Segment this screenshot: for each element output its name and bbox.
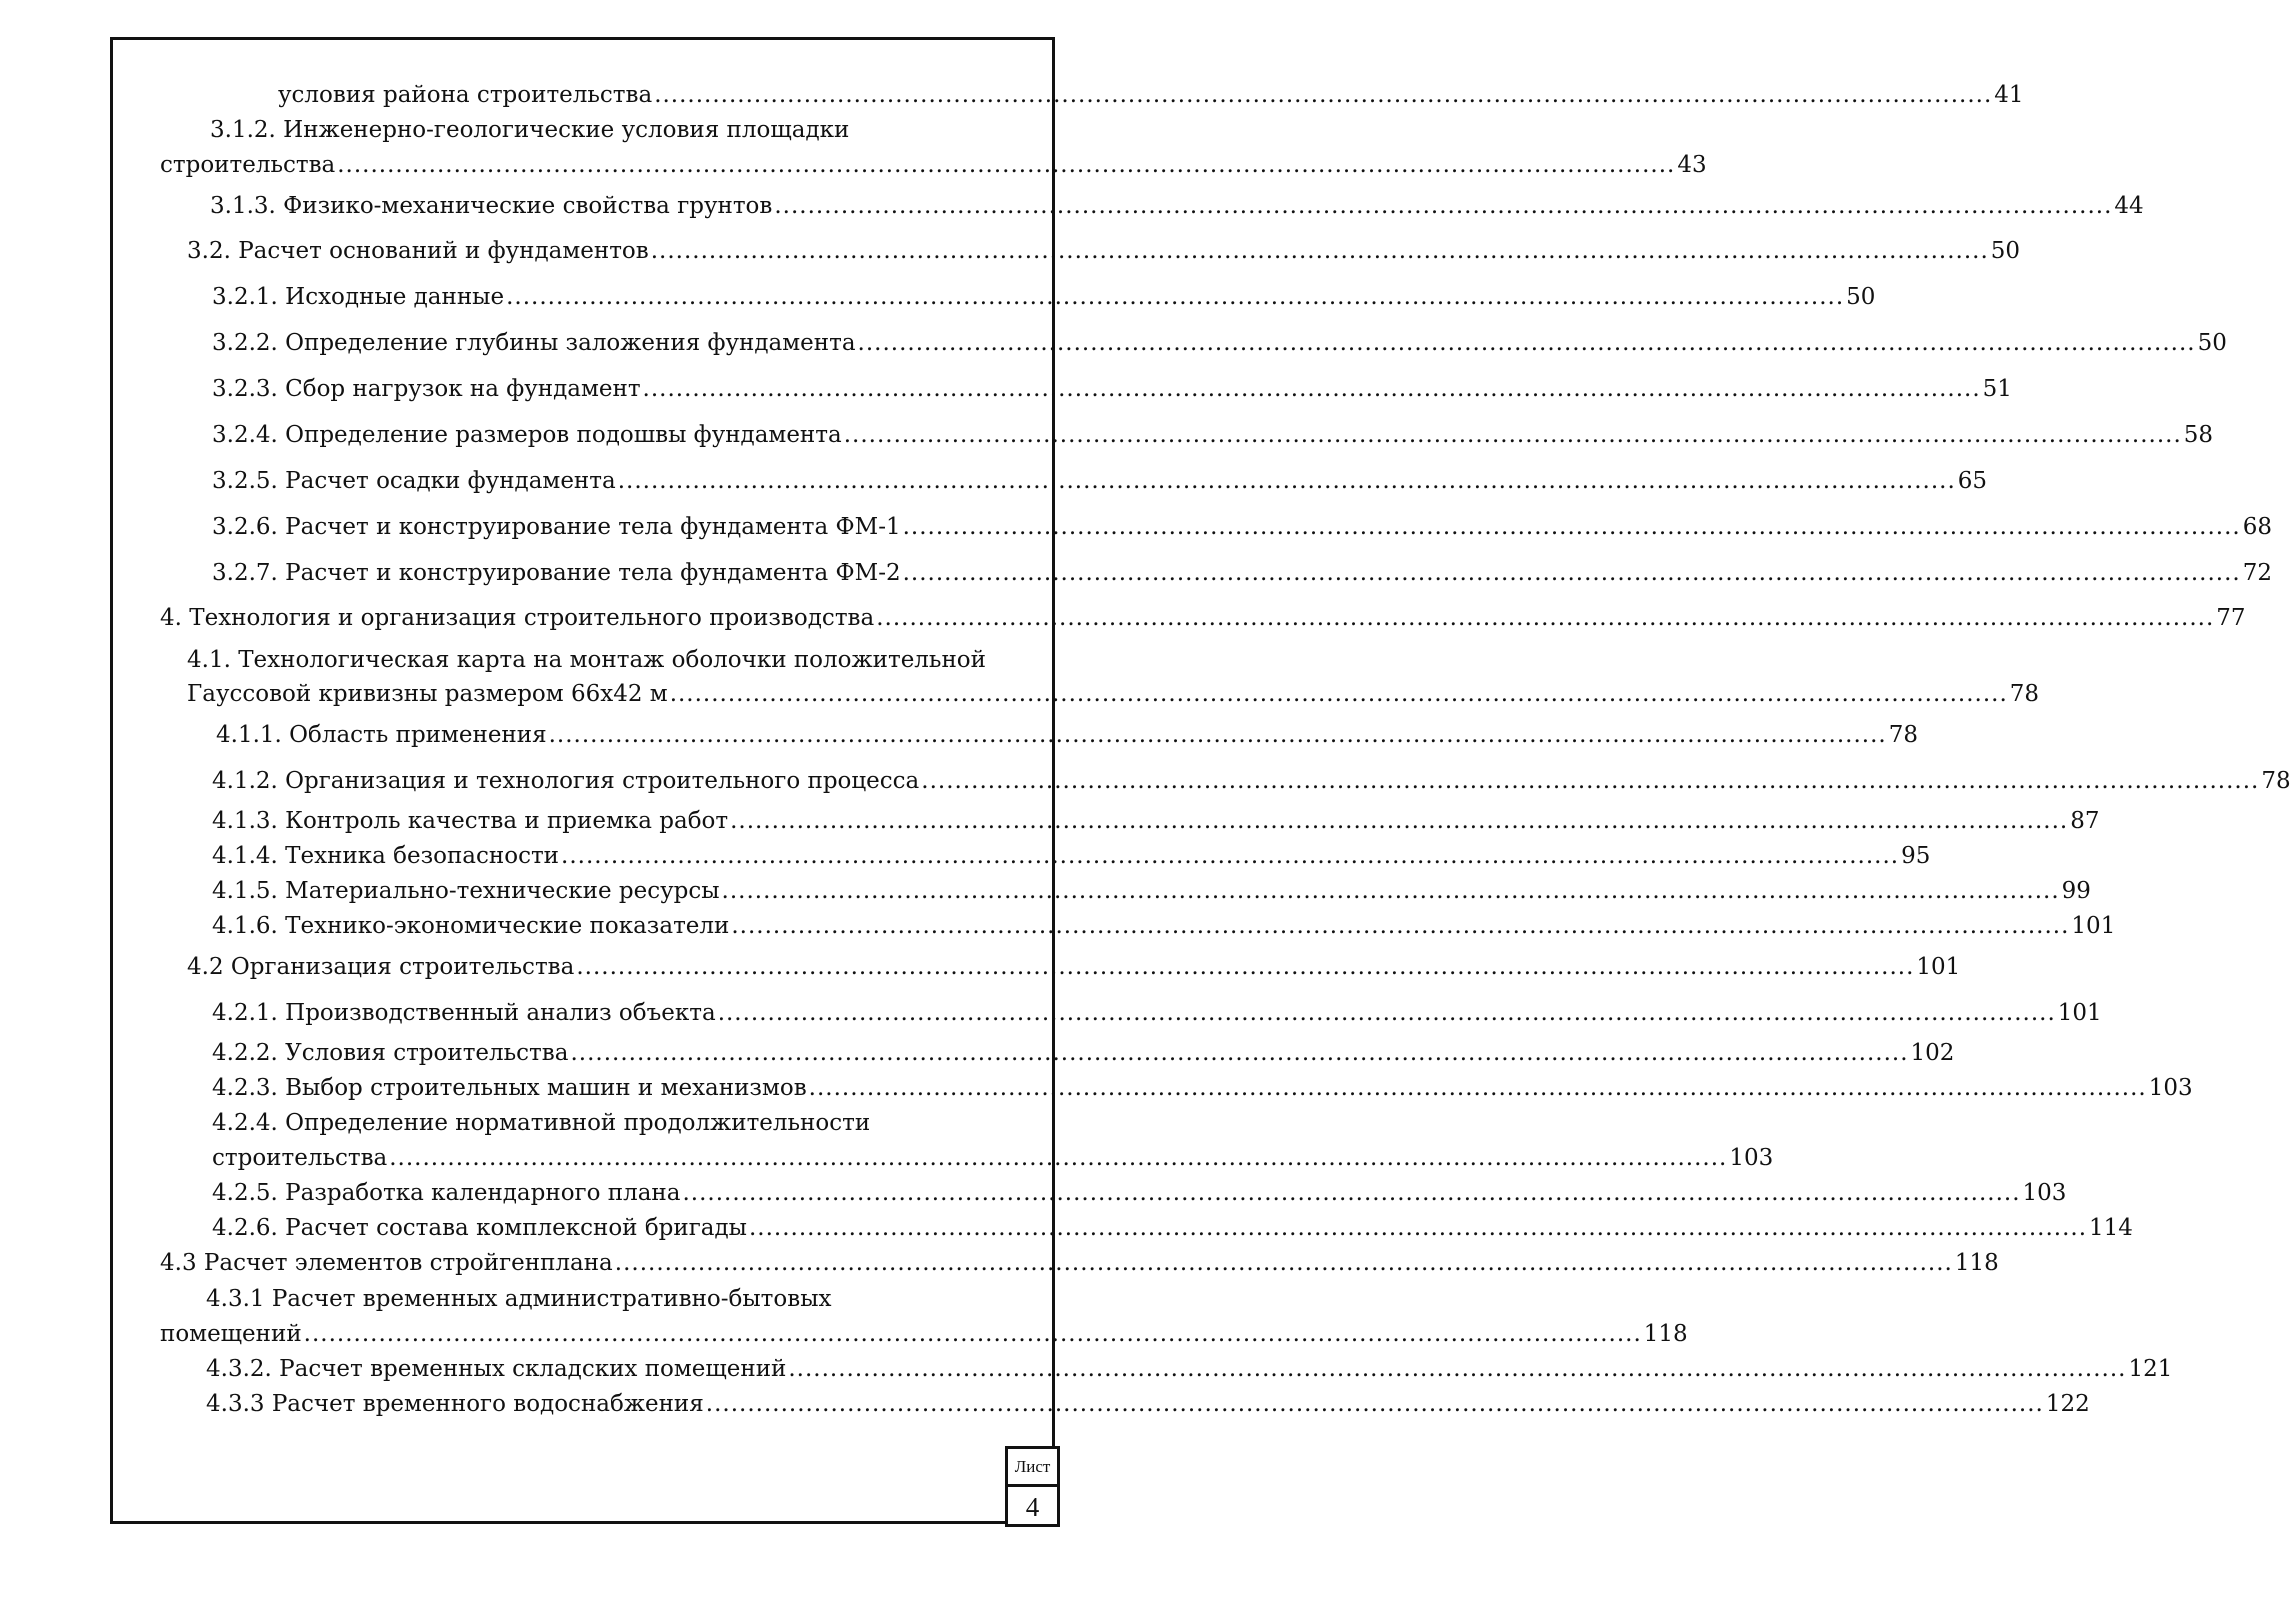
toc-entry <box>216 722 1918 748</box>
toc-entry <box>212 808 2100 834</box>
toc-entry <box>212 1000 2102 1026</box>
toc-entry-title: 3.1.3. Физико-механические свойства грунтов <box>210 193 773 219</box>
toc-entry-page: 118 <box>1954 1250 1999 1276</box>
sheet-number: 4 <box>1025 1491 1040 1522</box>
toc-entry <box>206 1286 831 1312</box>
toc-entry-page: 114 <box>2089 1215 2133 1241</box>
toc-entry-title: 3.2.7. Расчет и конструирование тела фундамента ФМ-2 <box>212 560 901 586</box>
toc-leader: ................................................................................................................................................................. <box>642 376 1981 402</box>
toc-entry <box>212 878 2091 904</box>
toc-leader: ................................................................................................................................................................. <box>774 193 2113 219</box>
toc-entry <box>212 1145 1774 1171</box>
toc-entry <box>212 514 2272 540</box>
toc-leader: ................................................................................................................................................................. <box>576 954 1915 980</box>
toc-entry-page: 78 <box>2261 768 2291 794</box>
toc-leader: ................................................................................................................................................................. <box>548 722 1887 748</box>
toc-entry <box>187 681 2040 707</box>
toc-entry <box>210 117 849 143</box>
toc-entry <box>206 1391 2090 1417</box>
toc-entry <box>206 1356 2173 1382</box>
toc-entry-title: 4.1.4. Техника безопасности <box>212 843 560 869</box>
toc-entry-page: 87 <box>2070 808 2100 834</box>
toc-entry-page: 103 <box>2148 1075 2193 1101</box>
toc-leader: ................................................................................................................................................................. <box>731 913 2070 939</box>
toc-leader: ................................................................................................................................................................. <box>570 1040 1909 1066</box>
toc-leader: ................................................................................................................................................................. <box>730 808 2069 834</box>
toc-entry <box>160 605 2246 631</box>
toc-entry-title: 4.1.6. Технико-экономические показатели <box>212 913 730 939</box>
toc-entry-title: 4.2.3. Выбор строительных машин и механизмов <box>212 1075 807 1101</box>
toc-entry-title: 4.1. Технологическая карта на монтаж оболочки положительной <box>187 647 986 673</box>
toc-leader: ................................................................................................................................................................. <box>843 422 2182 448</box>
toc-entry-page: 58 <box>2183 422 2214 448</box>
toc-entry-title: строительства <box>160 152 336 178</box>
toc-entry-title: 4.1.3. Контроль качества и приемка работ <box>212 808 729 834</box>
toc-entry-title: 4. Технология и организация строительного производства <box>160 605 875 631</box>
toc-entry-title: 3.2.5. Расчет осадки фундамента <box>212 468 616 494</box>
toc-entry-page: 50 <box>1846 284 1876 310</box>
toc-entry-page: 44 <box>2114 193 2144 219</box>
toc-entry <box>212 1075 2193 1101</box>
toc-entry-page: 68 <box>2242 514 2272 540</box>
toc-entry-page: 78 <box>1888 722 1918 748</box>
toc-entry-title: 3.2.4. Определение размеров подошвы фундамента <box>212 422 842 448</box>
toc-entry <box>212 422 2214 448</box>
toc-entry <box>187 954 1961 980</box>
toc-entry-page: 122 <box>2045 1391 2090 1417</box>
toc-entry-page: 72 <box>2242 560 2272 586</box>
toc-entry-title: Гауссовой кривизны размером 66x42 м <box>187 681 668 707</box>
toc-leader: ................................................................................................................................................................. <box>705 1391 2044 1417</box>
toc-entry <box>212 284 1876 310</box>
toc-leader: ................................................................................................................................................................. <box>748 1215 2088 1241</box>
sheet-number-stamp <box>1005 1446 1060 1527</box>
toc-leader: ................................................................................................................................................................. <box>337 152 1676 178</box>
toc-entry <box>212 843 1931 869</box>
toc-leader: ................................................................................................................................................................. <box>788 1356 2127 1382</box>
toc-entry <box>160 1321 1688 1347</box>
toc-entry-title: 4.1.5. Материально-технические ресурсы <box>212 878 720 904</box>
toc-entry <box>212 560 2272 586</box>
toc-leader: ................................................................................................................................................................. <box>650 238 1989 264</box>
toc-leader: ................................................................................................................................................................. <box>617 468 1956 494</box>
toc-entry-title: 4.3 Расчет элементов стройгенплана <box>160 1250 613 1276</box>
toc-entry-title: 3.2.1. Исходные данные <box>212 284 505 310</box>
toc-entry <box>212 1110 870 1136</box>
toc-leader: ................................................................................................................................................................. <box>614 1250 1953 1276</box>
toc-entry <box>160 1250 1999 1276</box>
toc-entry-title: 4.2 Организация строительства <box>187 954 575 980</box>
toc-leader: ................................................................................................................................................................. <box>902 560 2241 586</box>
toc-entry-title: помещений <box>160 1321 302 1347</box>
toc-entry <box>212 1215 2133 1241</box>
toc-entry-page: 95 <box>1901 843 1931 869</box>
toc-leader: ................................................................................................................................................................. <box>902 514 2241 540</box>
toc-entry-title: 4.2.1. Производственный анализ объекта <box>212 1000 716 1026</box>
toc-leader: ................................................................................................................................................................. <box>682 1180 2021 1206</box>
toc-leader: ................................................................................................................................................................. <box>303 1321 1642 1347</box>
toc-entry-page: 101 <box>2057 1000 2102 1026</box>
toc-entry-page: 118 <box>1643 1321 1688 1347</box>
toc-entry-page: 51 <box>1982 376 2012 402</box>
toc-entry-page: 78 <box>2009 681 2040 707</box>
toc-leader: ................................................................................................................................................................. <box>857 330 2196 356</box>
toc-leader: ................................................................................................................................................................. <box>921 768 2260 794</box>
toc-entry-title: 3.2.2. Определение глубины заложения фундамента <box>212 330 856 356</box>
toc-entry-title: 4.2.4. Определение нормативной продолжительности <box>212 1110 871 1136</box>
toc-entry-page: 65 <box>1957 468 1988 494</box>
toc-entry-page: 102 <box>1910 1040 1955 1066</box>
toc-entry-title: 4.1.1. Область применения <box>216 722 547 748</box>
toc-entry-title: 4.3.1 Расчет временных административно-бытовых <box>206 1286 832 1312</box>
toc-entry-page: 103 <box>1729 1145 1774 1171</box>
toc-leader: ................................................................................................................................................................. <box>561 843 1900 869</box>
toc-entry-title: 4.2.5. Разработка календарного плана <box>212 1180 681 1206</box>
toc-entry <box>278 82 2024 108</box>
toc-entry <box>212 468 1988 494</box>
toc-entry <box>160 152 1707 178</box>
toc-entry <box>210 193 2144 219</box>
toc-entry-page: 77 <box>2216 605 2246 631</box>
toc-entry-page: 103 <box>2022 1180 2067 1206</box>
toc-entry-page: 43 <box>1677 152 1707 178</box>
toc-leader: ................................................................................................................................................................. <box>389 1145 1728 1171</box>
toc-entry-page: 50 <box>1990 238 2021 264</box>
toc-leader: ................................................................................................................................................................. <box>808 1075 2147 1101</box>
toc-leader: ................................................................................................................................................................. <box>654 82 1993 108</box>
toc-entry <box>212 376 2012 402</box>
toc-entry-title: 3.2.3. Сбор нагрузок на фундамент <box>212 376 641 402</box>
toc-entry-title: 3.2. Расчет оснований и фундаментов <box>187 238 649 264</box>
toc-entry-title: 4.3.3 Расчет временного водоснабжения <box>206 1391 704 1417</box>
toc-entry-title: 4.3.2. Расчет временных складских помещений <box>206 1356 787 1382</box>
toc-entry-page: 101 <box>2071 913 2116 939</box>
toc-entry-page: 41 <box>1994 82 2024 108</box>
toc-entry <box>187 238 2021 264</box>
toc-entry-title: строительства <box>212 1145 388 1171</box>
toc-entry <box>212 1180 2067 1206</box>
toc-entry-title: 4.2.2. Условия строительства <box>212 1040 569 1066</box>
toc-entry-title: 3.2.6. Расчет и конструирование тела фундамента ФМ-1 <box>212 514 901 540</box>
toc-leader: ................................................................................................................................................................. <box>717 1000 2056 1026</box>
toc-leader: ................................................................................................................................................................. <box>506 284 1845 310</box>
toc-entry-page: 50 <box>2197 330 2227 356</box>
toc-entry <box>212 1040 1955 1066</box>
toc-entry <box>187 647 986 673</box>
toc-entry-title: 4.2.6. Расчет состава комплексной бригады <box>212 1215 747 1241</box>
toc-entry-title: 4.1.2. Организация и технология строительного процесса <box>212 768 920 794</box>
toc-leader: ................................................................................................................................................................. <box>669 681 2008 707</box>
toc-entry-page: 99 <box>2061 878 2091 904</box>
toc-leader: ................................................................................................................................................................. <box>876 605 2215 631</box>
toc-entry-title: условия района строительства <box>278 82 653 108</box>
toc-entry <box>212 768 2291 794</box>
toc-entry-page: 121 <box>2128 1356 2173 1382</box>
toc-entry-title: 3.1.2. Инженерно-геологические условия площадки <box>210 117 850 143</box>
toc-leader: ................................................................................................................................................................. <box>721 878 2060 904</box>
toc-entry <box>212 913 2116 939</box>
sheet-label: Лист <box>1008 1449 1057 1487</box>
toc-entry <box>212 330 2227 356</box>
toc-entry-page: 101 <box>1916 954 1961 980</box>
